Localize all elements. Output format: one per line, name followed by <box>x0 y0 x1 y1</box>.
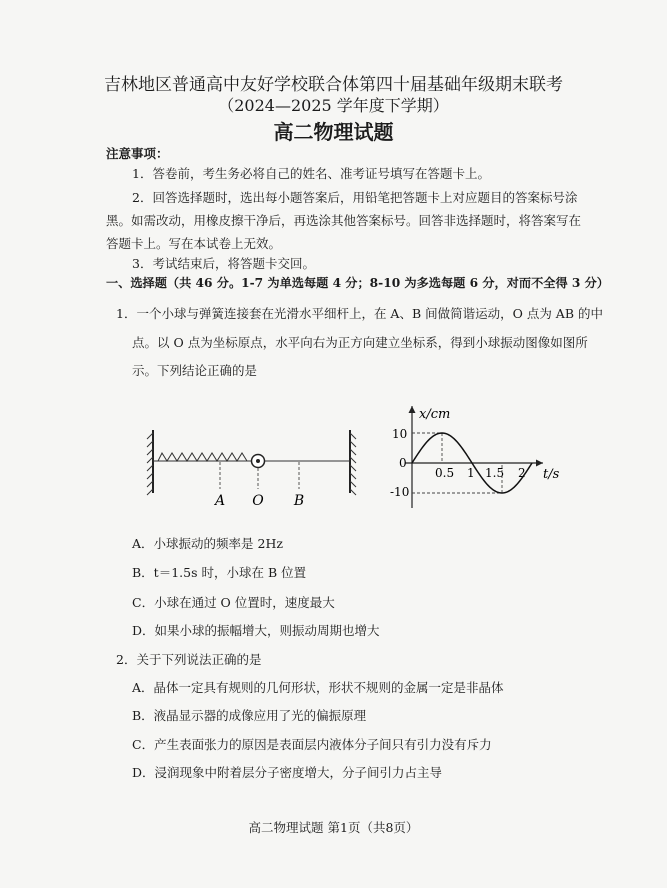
notice-item-1: 1．答卷前，考生务必将自己的姓名、准考证号填写在答题卡上。 <box>132 166 490 181</box>
q1-option-c: C．小球在通过 O 位置时，速度最大 <box>132 595 335 610</box>
q1-option-b: B．t＝1.5s 时，小球在 B 位置 <box>132 565 307 580</box>
q1-option-d: D．如果小球的振幅增大，则振动周期也增大 <box>132 623 380 638</box>
q2-option-a: A．晶体一定具有规则的几何形状，形状不规则的金属一定是非晶体 <box>132 680 504 695</box>
q2-option-b: B．液晶显示器的成像应用了光的偏振原理 <box>132 708 367 723</box>
exam-title-line2: （2024—2025 学年度下学期） <box>218 96 449 115</box>
notice-item-2: 2．回答选择题时，选出每小题答案后，用铅笔把答题卡上对应题目的答案标号涂 <box>132 190 578 205</box>
point-b-label: B <box>293 493 305 509</box>
y-tick-neg: -10 <box>390 485 410 499</box>
notice-item-3: 3．考试结束后，将答题卡交回。 <box>132 256 315 271</box>
spring-figure <box>140 425 370 510</box>
point-o-label: O <box>252 493 264 509</box>
y-tick-pos: 10 <box>392 427 408 441</box>
page-footer: 高二物理试题 第1页（共8页） <box>248 820 419 835</box>
section-heading: 一、选择题（共 46 分。1-7 为单选每题 4 分；8-10 为多选每题 6 分，对而不全得 3 分） <box>106 276 609 290</box>
origin-label: 0 <box>399 456 407 470</box>
x-tick-2: 2 <box>518 466 526 480</box>
exam-title-line1: 吉林地区普通高中友好学校联合体第四十届基础年级期末联考 <box>104 75 563 95</box>
x-tick-0-5: 0.5 <box>435 466 455 480</box>
subject-title: 高二物理试题 <box>273 120 394 144</box>
q2-option-c: C．产生表面张力的原因是表面层内液体分子间只有引力没有斥力 <box>132 737 492 752</box>
x-tick-1: 1 <box>467 466 475 480</box>
xt-graph <box>375 400 575 515</box>
q1-stem-line2: 点。以 O 点为坐标原点，水平向右为正方向建立坐标系，得到小球振动图像如图所 <box>132 335 588 350</box>
notice-item-2-cont1: 黑。如需改动，用橡皮擦干净后，再选涂其他答案标号。回答非选择题时，将答案写在 <box>106 213 582 228</box>
q1-stem-line3: 示。下列结论正确的是 <box>132 363 258 378</box>
q2-option-d: D．浸润现象中附着层分子密度增大，分子间引力占主导 <box>132 765 443 780</box>
q2-stem: 2．关于下列说法正确的是 <box>116 652 262 667</box>
notice-heading: 注意事项： <box>106 146 169 161</box>
notice-item-2-cont2: 答题卡上。写在本试卷上无效。 <box>106 236 282 251</box>
q1-option-a: A．小球振动的频率是 2Hz <box>132 536 283 551</box>
y-axis-label: x/cm <box>419 407 451 422</box>
x-axis-label: t/s <box>543 467 560 482</box>
x-tick-1-5: 1.5 <box>485 466 505 480</box>
point-a-label: A <box>214 493 226 509</box>
q1-stem-line1: 1．一个小球与弹簧连接套在光滑水平细杆上，在 A、B 间做简谐运动，O 点为 AB 的中 <box>116 306 603 321</box>
